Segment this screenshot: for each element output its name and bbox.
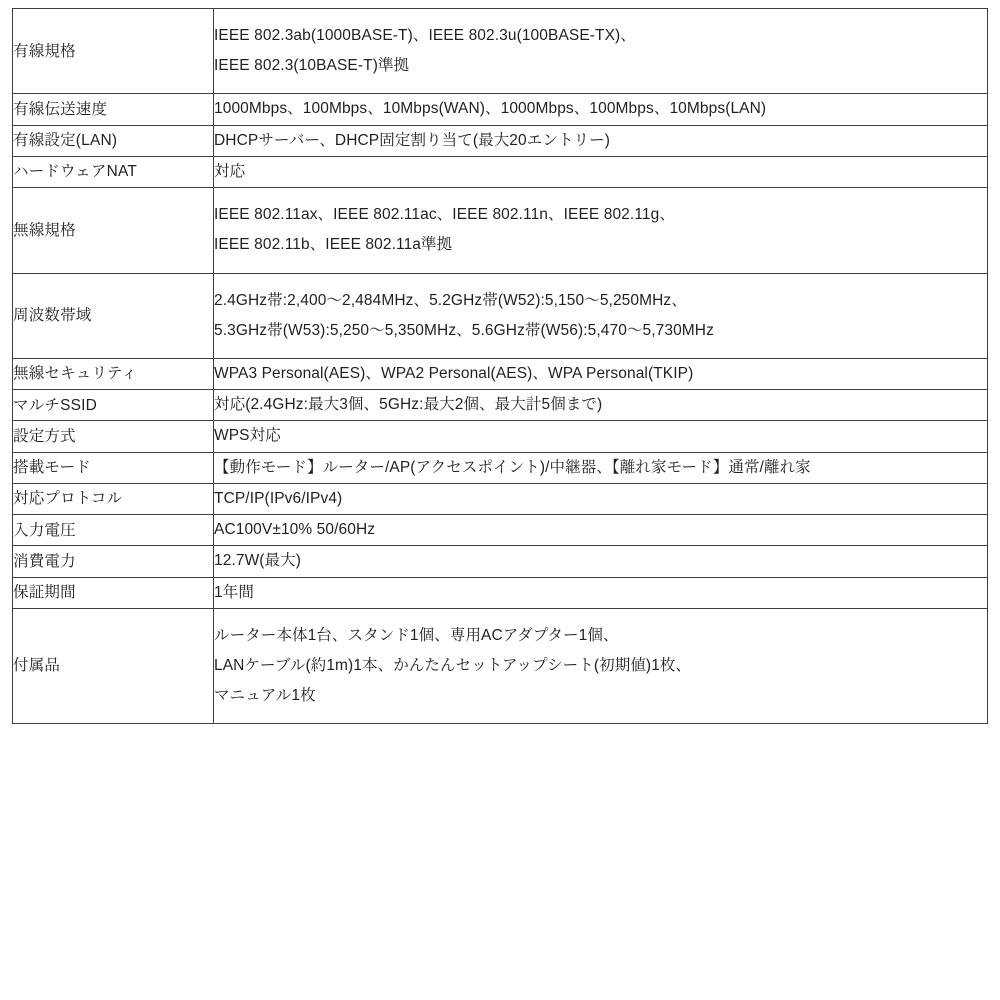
table-row	[13, 515, 988, 546]
spec-value-cell	[214, 608, 988, 724]
spec-label-cell: 消費電力	[13, 546, 214, 577]
table-row	[13, 125, 988, 156]
table-row	[13, 273, 988, 358]
spec-value-cell	[214, 156, 988, 187]
spec-label-cell: 入力電圧	[13, 515, 214, 546]
spec-value-cell	[214, 358, 988, 389]
spec-value-line: 2.4GHz帯:2,400〜2,484MHz、5.2GHz帯(W52):5,150〜5,250MHz、	[214, 291, 687, 309]
table-row	[13, 546, 988, 577]
table-row	[13, 358, 988, 389]
spec-value-line: 1000Mbps、100Mbps、10Mbps(WAN)、1000Mbps、100Mbps、10Mbps(LAN)	[214, 100, 767, 118]
table-row	[13, 608, 988, 724]
spec-value-line: マニュアル1枚	[214, 687, 316, 705]
table-row	[13, 9, 988, 94]
spec-value-cell	[214, 577, 988, 608]
table-row	[13, 421, 988, 452]
spec-value-cell	[214, 94, 988, 125]
spec-label-cell: ハードウェアNAT	[13, 156, 214, 187]
spec-value-line: TCP/IP(IPv6/IPv4)	[214, 489, 343, 507]
spec-value-line: 対応	[214, 162, 246, 180]
spec-value-cell	[214, 273, 988, 358]
spec-value-line: 1年間	[214, 583, 254, 601]
spec-label-cell: 保証期間	[13, 577, 214, 608]
spec-value-line: DHCPサーバー、DHCP固定割り当て(最大20エントリー)	[214, 131, 611, 149]
table-row	[13, 94, 988, 125]
spec-label-cell: 有線設定(LAN)	[13, 125, 214, 156]
table-row	[13, 452, 988, 483]
spec-value-cell	[214, 421, 988, 452]
spec-value-line: IEEE 802.11ax、IEEE 802.11ac、IEEE 802.11n、IEEE 802.11g、	[214, 206, 675, 224]
spec-value-line: 対応(2.4GHz:最大3個、5GHz:最大2個、最大計5個まで)	[214, 396, 603, 414]
specification-table	[12, 8, 988, 724]
table-row	[13, 188, 988, 273]
spec-value-cell	[214, 515, 988, 546]
spec-value-cell	[214, 188, 988, 273]
spec-value-line: WPS対応	[214, 427, 281, 445]
spec-value-line: AC100V±10% 50/60Hz	[214, 521, 376, 539]
spec-value-cell	[214, 125, 988, 156]
spec-label-cell: 有線伝送速度	[13, 94, 214, 125]
spec-label-cell: 対応プロトコル	[13, 483, 214, 514]
spec-value-line: WPA3 Personal(AES)、WPA2 Personal(AES)、WPA Personal(TKIP)	[214, 364, 694, 382]
spec-value-line: 【動作モード】ルーター/AP(アクセスポイント)/中継器、【離れ家モード】通常/離れ家	[214, 458, 811, 476]
spec-label-cell: 無線セキュリティ	[13, 358, 214, 389]
spec-value-cell	[214, 452, 988, 483]
table-row	[13, 577, 988, 608]
spec-label-cell: 搭載モード	[13, 452, 214, 483]
spec-value-line: 5.3GHz帯(W53):5,250〜5,350MHz、5.6GHz帯(W56):5,470〜5,730MHz	[214, 321, 714, 339]
spec-label-cell: マルチSSID	[13, 390, 214, 421]
spec-label-cell: 付属品	[13, 608, 214, 724]
spec-value-line: IEEE 802.11b、IEEE 802.11a準拠	[214, 236, 453, 254]
spec-value-line: 12.7W(最大)	[214, 552, 302, 570]
spec-label-cell: 無線規格	[13, 188, 214, 273]
spec-value-line: IEEE 802.3(10BASE-T)準拠	[214, 57, 410, 75]
table-row	[13, 390, 988, 421]
spec-label-cell: 周波数帯域	[13, 273, 214, 358]
table-row	[13, 483, 988, 514]
specification-table-body	[13, 9, 988, 724]
spec-label-cell: 設定方式	[13, 421, 214, 452]
spec-value-cell	[214, 390, 988, 421]
spec-value-cell	[214, 546, 988, 577]
spec-value-line: ルーター本体1台、スタンド1個、専用ACアダプター1個、	[214, 626, 619, 644]
spec-label-cell: 有線規格	[13, 9, 214, 94]
spec-value-cell	[214, 9, 988, 94]
spec-value-line: IEEE 802.3ab(1000BASE-T)、IEEE 802.3u(100BASE-TX)、	[214, 27, 636, 44]
spec-value-cell	[214, 483, 988, 514]
table-row	[13, 156, 988, 187]
spec-value-line: LANケーブル(約1m)1本、かんたんセットアップシート(初期値)1枚、	[214, 656, 692, 674]
